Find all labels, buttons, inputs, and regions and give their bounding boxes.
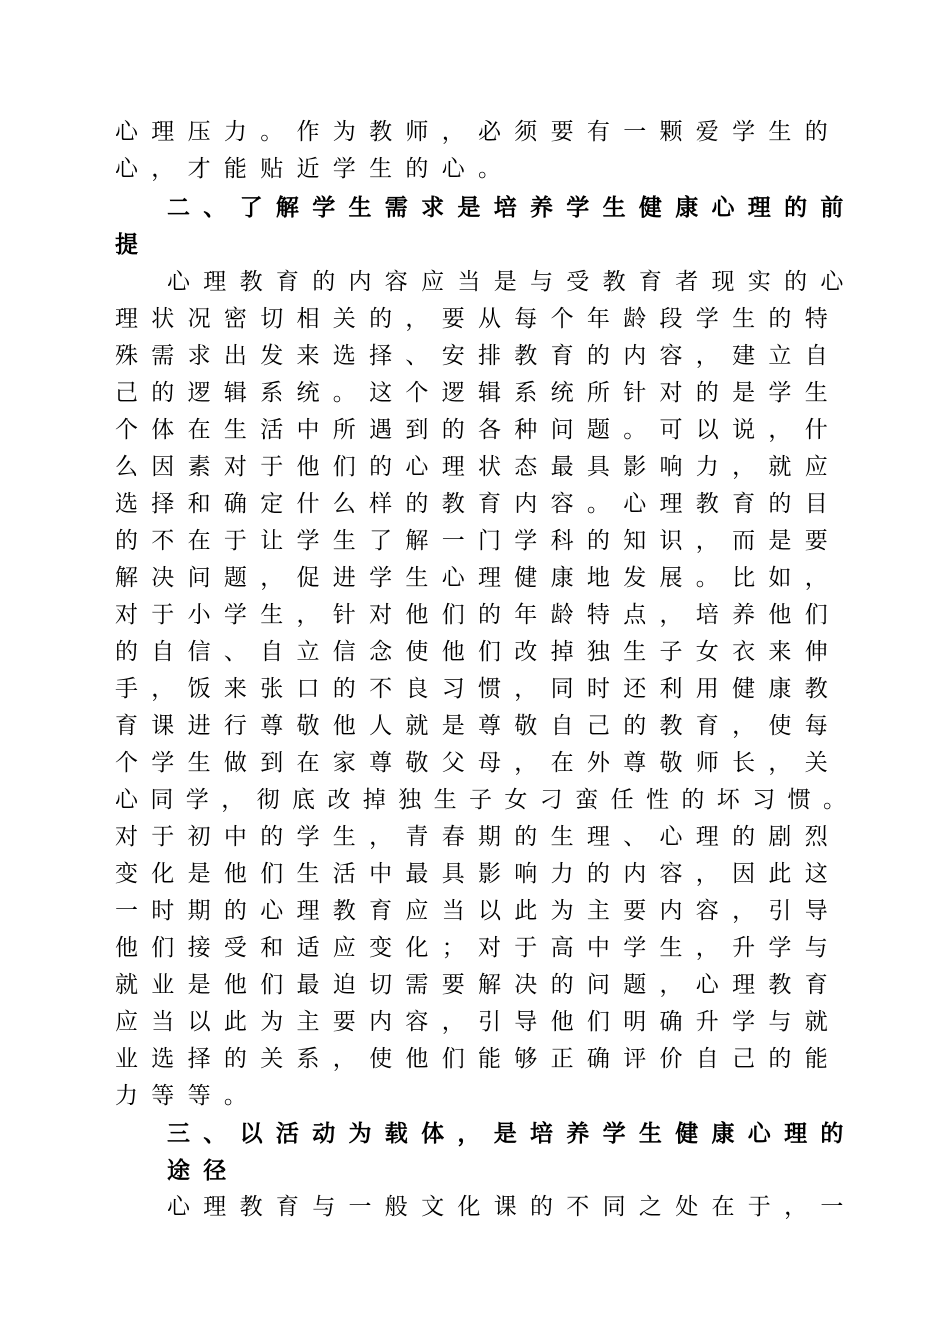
body-line: 么因素对于他们的心理状态最具影响力，就应 [115,454,841,480]
body-line: 心，才能贴近学生的心。 [115,156,515,182]
body-line: 应当以此为主要内容，引导他们明确升学与就 [115,1009,841,1035]
section-heading-3-cont: 途径 [167,1157,240,1184]
body-line: 育课进行尊敬他人就是尊敬自己的教育，使每 [115,713,841,739]
body-line: 变化是他们生活中最具影响力的内容，因此这 [115,861,841,887]
body-line: 理状况密切相关的，要从每个年龄段学生的特 [115,306,841,332]
body-line: 解决问题，促进学生心理健康地发展。比如， [115,565,841,591]
body-line: 对于小学生，针对他们的年龄特点，培养他们 [115,602,841,628]
body-line: 手，饭来张口的不良习惯，同时还利用健康教 [115,676,841,702]
body-line: 个体在生活中所遇到的各种问题。可以说，什 [115,417,841,443]
body-line: 殊需求出发来选择、安排教育的内容，建立自 [115,343,841,369]
section-heading-2-cont: 提 [115,231,152,258]
paragraph-start: 心理教育与一般文化课的不同之处在于，一 [167,1194,857,1220]
body-line: 的自信、自立信念使他们改掉独生子女衣来伸 [115,639,841,665]
body-line: 对于初中的学生，青春期的生理、心理的剧烈 [115,824,841,850]
body-line: 就业是他们最迫切需要解决的问题，心理教育 [115,972,841,998]
body-line: 他们接受和适应变化；对于高中学生，升学与 [115,935,841,961]
body-line: 心同学，彻底改掉独生子女刁蛮任性的坏习惯。 [115,787,859,813]
paragraph-start: 心理教育的内容应当是与受教育者现实的心 [167,269,857,295]
body-line: 个学生做到在家尊敬父母，在外尊敬师长，关 [115,750,841,776]
body-line: 己的逻辑系统。这个逻辑系统所针对的是学生 [115,380,841,406]
section-heading-2: 二、了解学生需求是培养学生健康心理的前 [167,194,857,221]
body-line: 一时期的心理教育应当以此为主要内容，引导 [115,898,841,924]
body-line: 心理压力。作为教师，必须要有一颗爱学生的 [115,119,841,145]
body-line: 业选择的关系，使他们能够正确评价自己的能 [115,1046,841,1072]
body-line: 力等等。 [115,1083,261,1109]
section-heading-3: 三、以活动为载体，是培养学生健康心理的 [167,1120,857,1147]
body-line: 选择和确定什么样的教育内容。心理教育的目 [115,491,841,517]
body-line: 的不在于让学生了解一门学科的知识，而是要 [115,528,841,554]
